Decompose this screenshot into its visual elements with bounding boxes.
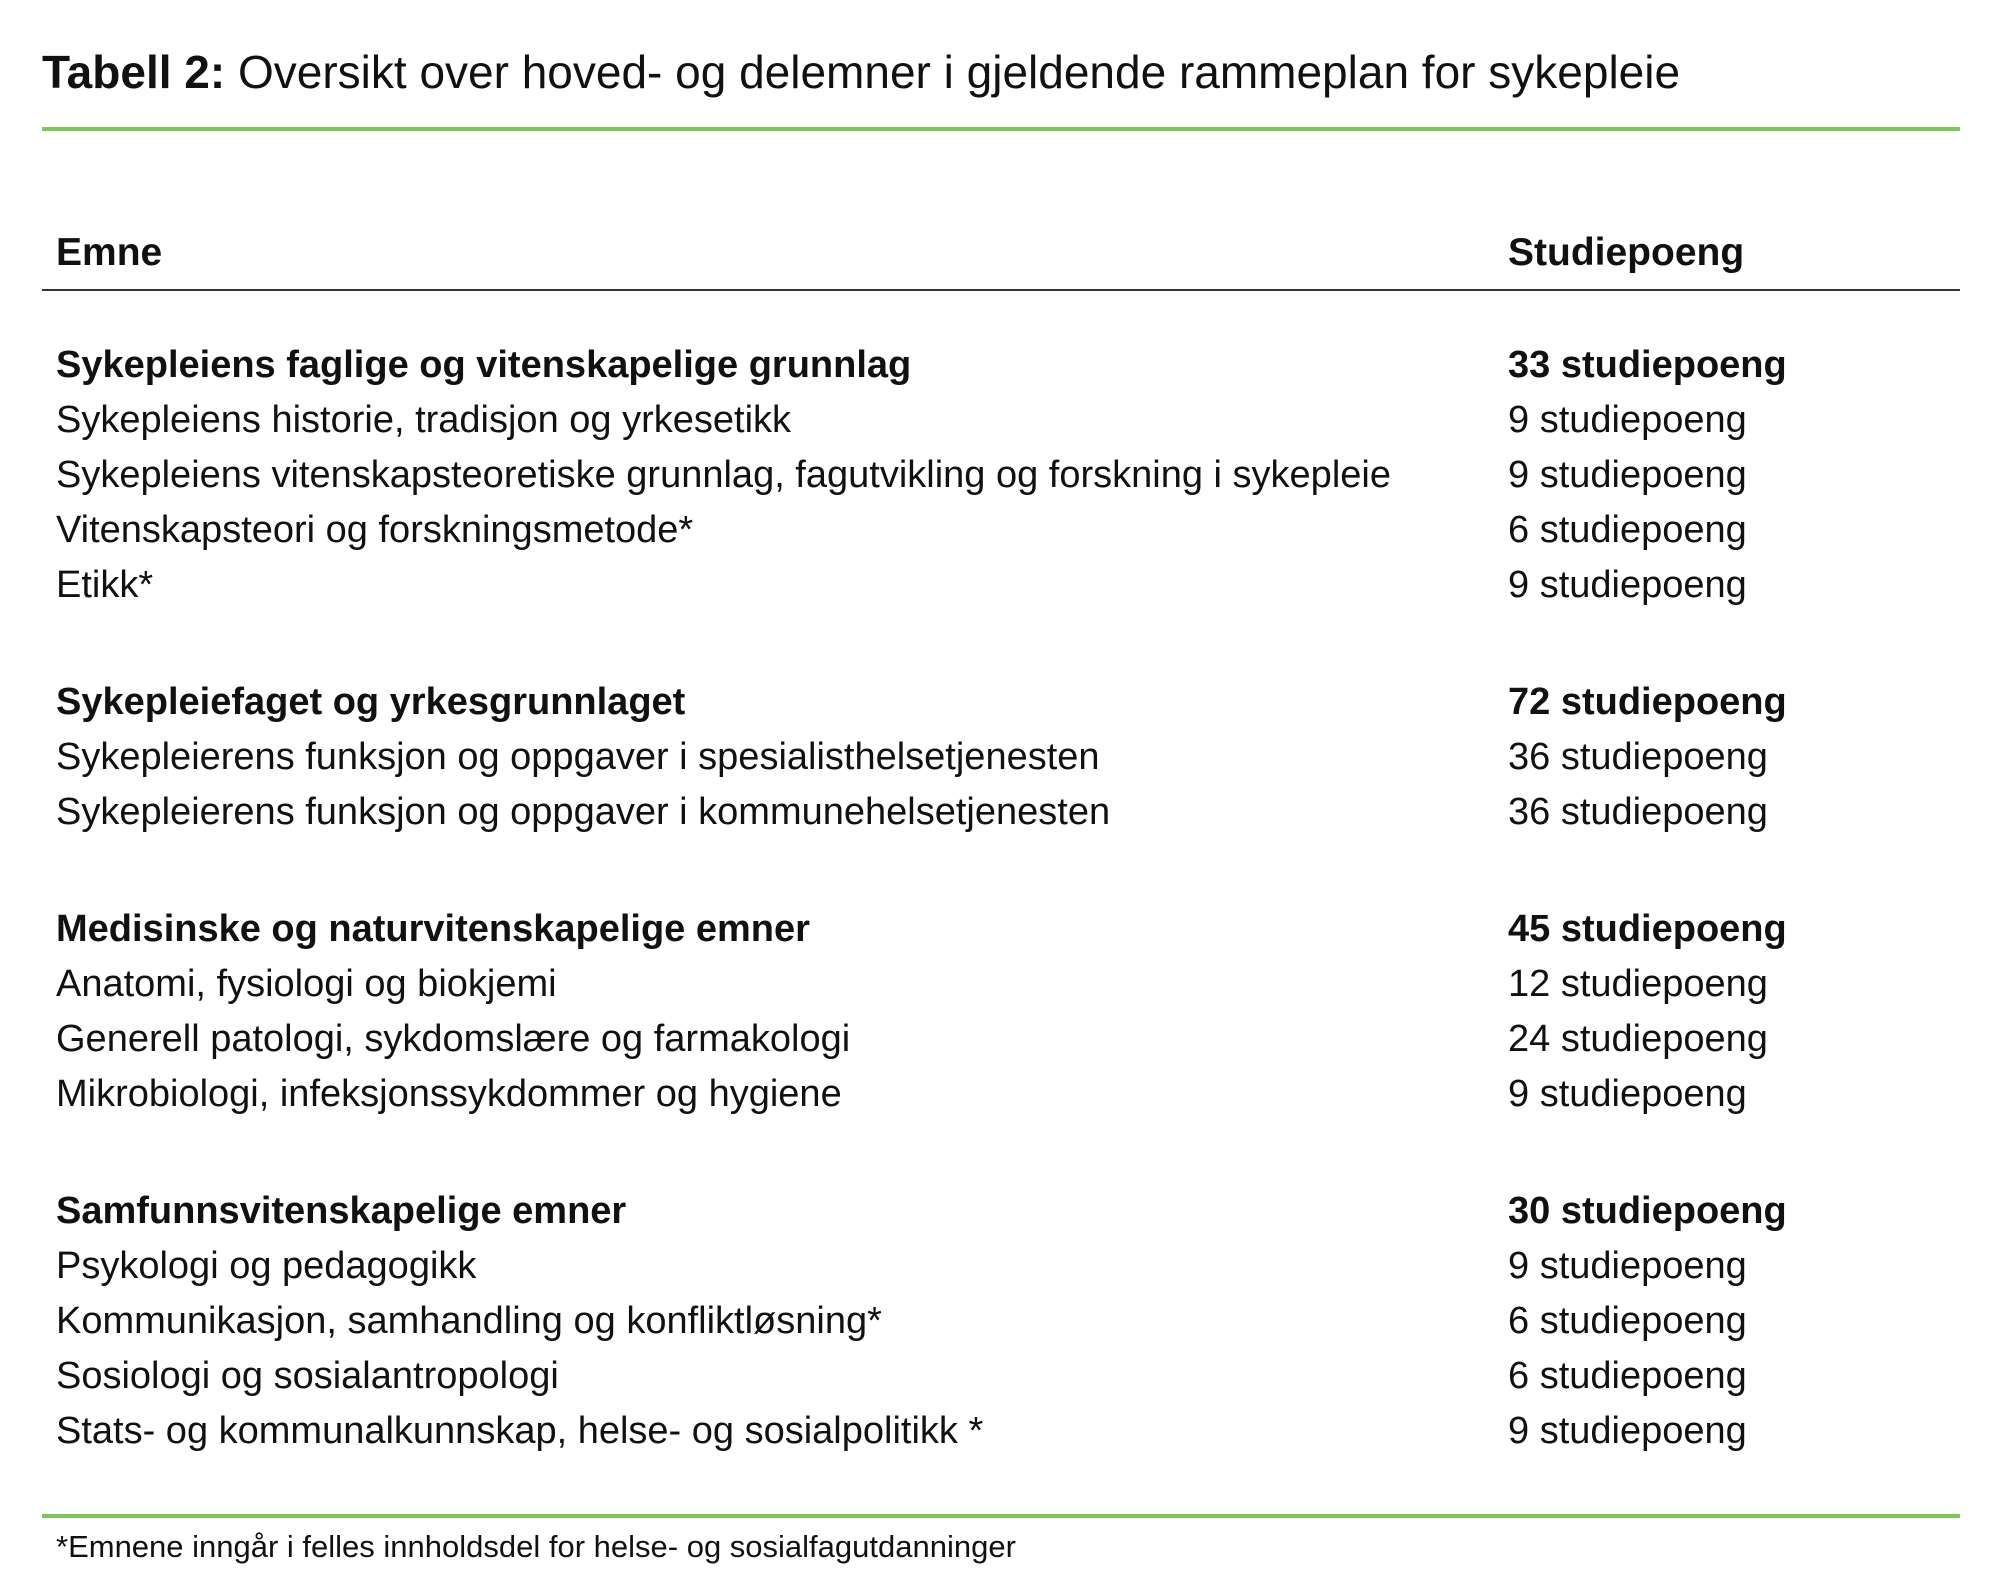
row-emne: Psykologi og pedagogikk [56, 1245, 477, 1287]
table-row [56, 503, 1956, 558]
table-group [56, 338, 1956, 613]
table-title-text: Oversikt over hoved- og delemner i gjeldende rammeplan for sykepleie [237, 46, 1681, 98]
row-poeng: 36 studiepoeng [1508, 791, 1768, 833]
group-heading-row [56, 338, 1956, 393]
row-poeng: 9 studiepoeng [1508, 399, 1747, 441]
table-row [56, 448, 1956, 503]
table-row [56, 785, 1956, 840]
group-heading-row [56, 902, 1956, 957]
table-row [56, 1404, 1956, 1459]
row-emne: Etikk* [56, 564, 154, 606]
table-row [56, 1239, 1956, 1294]
table-row [56, 957, 1956, 1012]
column-header-emne: Emne [56, 231, 163, 274]
table-row [56, 558, 1956, 613]
bottom-divider [42, 1514, 1960, 1518]
top-divider [42, 127, 1960, 131]
row-poeng: 6 studiepoeng [1508, 1355, 1747, 1397]
row-poeng: 6 studiepoeng [1508, 509, 1747, 551]
footnote: *Emnene inngår i felles innholdsdel for helse- og sosialfagutdanninger [56, 1529, 1016, 1564]
group-heading-row [56, 675, 1956, 730]
group-heading-row [56, 1184, 1956, 1239]
row-emne: Kommunikasjon, samhandling og konfliktløsning* [56, 1300, 882, 1342]
row-emne: Sykepleierens funksjon og oppgaver i kommunehelsetjenesten [56, 791, 1111, 833]
row-poeng: 12 studiepoeng [1508, 963, 1768, 1005]
table-row [56, 730, 1956, 785]
row-poeng: 9 studiepoeng [1508, 454, 1747, 496]
table-title [42, 44, 1680, 100]
row-poeng: 9 studiepoeng [1508, 1410, 1747, 1452]
row-poeng: 6 studiepoeng [1508, 1300, 1747, 1342]
group-heading-poeng: 33 studiepoeng [1508, 344, 1787, 386]
row-poeng: 9 studiepoeng [1508, 1245, 1747, 1287]
group-heading-poeng: 30 studiepoeng [1508, 1190, 1787, 1232]
group-heading-emne: Sykepleiens faglige og vitenskapelige grunnlag [56, 344, 912, 386]
row-poeng: 36 studiepoeng [1508, 736, 1768, 778]
group-heading-poeng: 72 studiepoeng [1508, 681, 1787, 723]
group-heading-emne: Sykepleiefaget og yrkesgrunnlaget [56, 681, 686, 723]
group-heading-emne: Samfunnsvitenskapelige emner [56, 1190, 627, 1232]
row-emne: Generell patologi, sykdomslære og farmakologi [56, 1018, 851, 1060]
group-heading-poeng: 45 studiepoeng [1508, 908, 1787, 950]
row-emne: Sykepleiens historie, tradisjon og yrkesetikk [56, 399, 792, 441]
row-emne: Sosiologi og sosialantropologi [56, 1355, 559, 1397]
table-row [56, 1349, 1956, 1404]
row-poeng: 9 studiepoeng [1508, 564, 1747, 606]
table-row [56, 1294, 1956, 1349]
row-poeng: 9 studiepoeng [1508, 1073, 1747, 1115]
row-emne: Sykepleiens vitenskapsteoretiske grunnlag, fagutvikling og forskning i sykepleie [56, 454, 1391, 496]
header-divider [42, 289, 1960, 291]
table-group [56, 902, 1956, 1122]
group-heading-emne: Medisinske og naturvitenskapelige emner [56, 908, 810, 950]
row-emne: Sykepleierens funksjon og oppgaver i spesialisthelsetjenesten [56, 736, 1100, 778]
row-emne: Mikrobiologi, infeksjonssykdommer og hygiene [56, 1073, 842, 1115]
table-body [56, 338, 1956, 1521]
table-group [56, 675, 1956, 840]
table-row [56, 393, 1956, 448]
table-title-label: Tabell 2: [42, 46, 226, 98]
row-emne: Anatomi, fysiologi og biokjemi [56, 963, 557, 1005]
row-poeng: 24 studiepoeng [1508, 1018, 1768, 1060]
row-emne: Vitenskapsteori og forskningsmetode* [56, 509, 694, 551]
table-group [56, 1184, 1956, 1459]
row-emne: Stats- og kommunalkunnskap, helse- og sosialpolitikk * [56, 1410, 984, 1452]
table-row [56, 1067, 1956, 1122]
table-row [56, 1012, 1956, 1067]
column-header-studiepoeng: Studiepoeng [1508, 231, 1745, 274]
